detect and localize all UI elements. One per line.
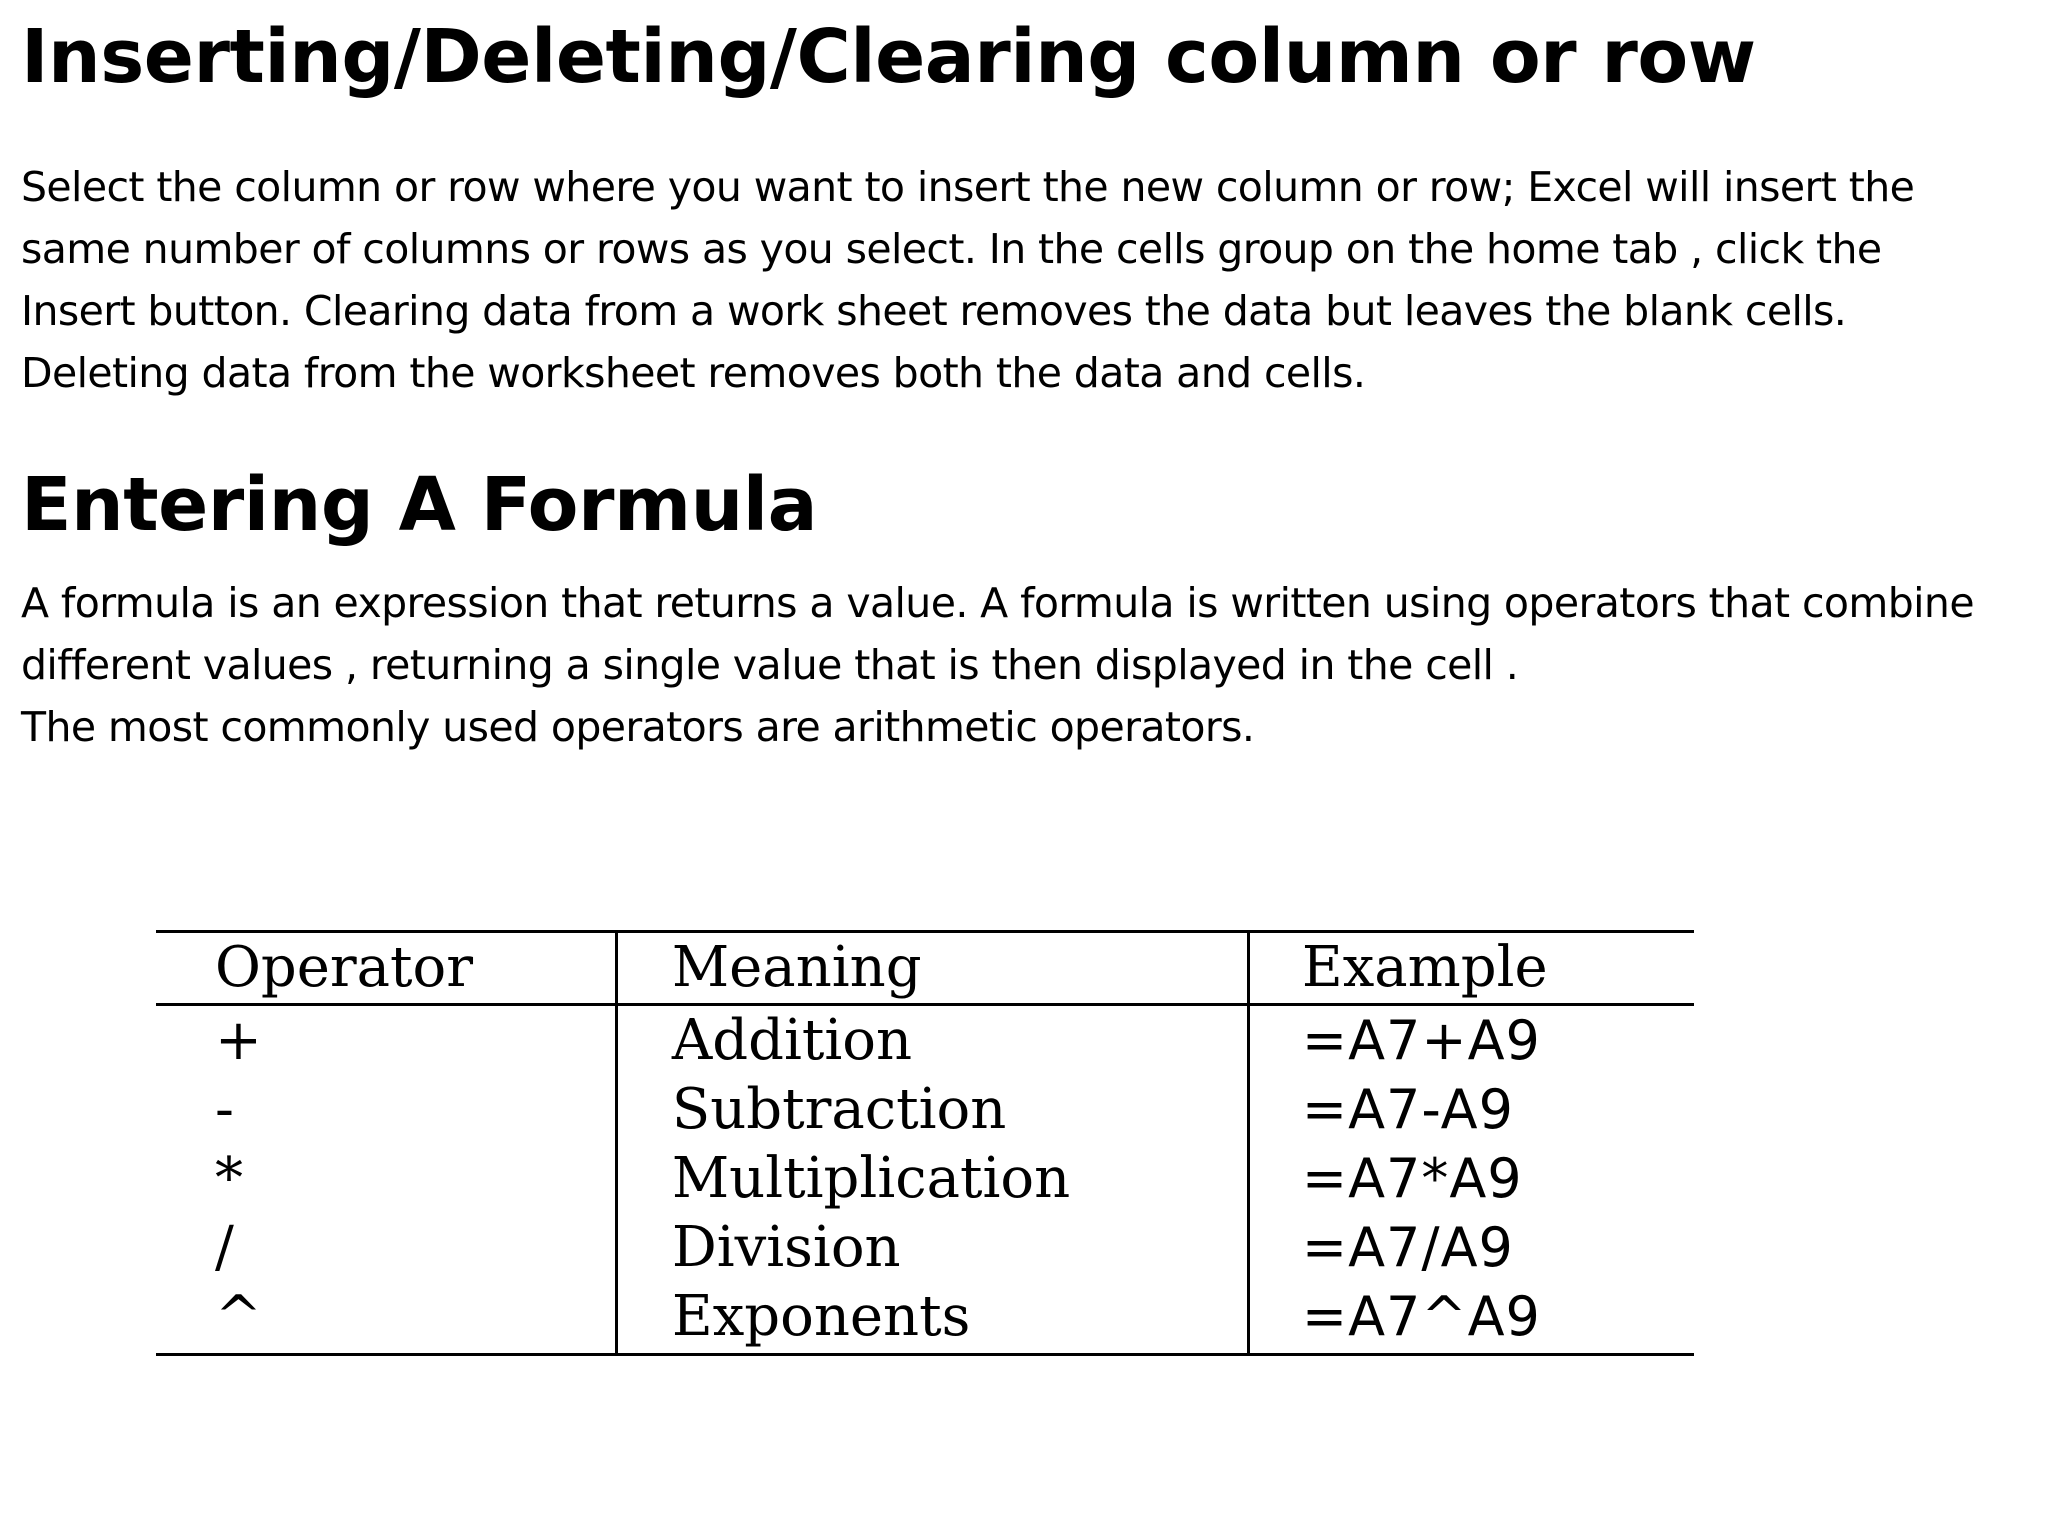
example-cell: =A7*A9 <box>1248 1144 1694 1213</box>
example-cell: =A7/A9 <box>1248 1213 1694 1282</box>
table-row <box>156 1075 1694 1144</box>
paragraph-line: same number of columns or rows as you select. In the cells group on the home tab , click the <box>21 225 1882 273</box>
paragraph-line: A formula is an expression that returns a value. A formula is written using operators that combine <box>21 579 1974 627</box>
paragraph-line: different values , returning a single value that is then displayed in the cell . <box>21 641 1519 689</box>
operator-cell: - <box>215 1076 234 1142</box>
operator-table-body <box>156 1005 1694 1355</box>
paragraph-line: Insert button. Clearing data from a work sheet removes the data but leaves the blank cells. <box>21 287 1847 335</box>
section-paragraph-formula <box>21 572 2041 758</box>
meaning-cell: Addition <box>616 1005 1248 1076</box>
operator-table-header <box>156 932 1694 1005</box>
table-row <box>156 1144 1694 1213</box>
table-row <box>156 1213 1694 1282</box>
operator-cell: / <box>215 1214 234 1280</box>
meaning-cell: Multiplication <box>616 1144 1248 1213</box>
section-heading-entering-formula: Entering A Formula <box>21 462 818 548</box>
operator-cell: ^ <box>215 1283 262 1349</box>
example-cell: =A7-A9 <box>1248 1075 1694 1144</box>
section-heading-inserting-deleting-clearing: Inserting/Deleting/Clearing column or row <box>21 14 1756 100</box>
paragraph-line: Deleting data from the worksheet removes both the data and cells. <box>21 349 1366 397</box>
paragraph-line: Select the column or row where you want to insert the new column or row; Excel will insert the <box>21 163 1915 211</box>
meaning-cell: Exponents <box>616 1282 1248 1355</box>
table-row <box>156 1005 1694 1076</box>
column-header-example: Example <box>1248 932 1694 1005</box>
meaning-cell: Subtraction <box>616 1075 1248 1144</box>
meaning-cell: Division <box>616 1213 1248 1282</box>
operator-cell: * <box>215 1145 243 1211</box>
example-cell: =A7+A9 <box>1248 1005 1694 1076</box>
section-paragraph-inserting <box>21 156 2041 404</box>
operator-cell: + <box>215 1007 262 1073</box>
column-header-operator: Operator <box>156 932 616 1005</box>
operator-table <box>156 930 1694 1356</box>
example-cell: =A7^A9 <box>1248 1282 1694 1355</box>
table-header-row <box>156 932 1694 1005</box>
column-header-meaning: Meaning <box>616 932 1248 1005</box>
table-row <box>156 1282 1694 1355</box>
paragraph-line: The most commonly used operators are arithmetic operators. <box>21 703 1255 751</box>
